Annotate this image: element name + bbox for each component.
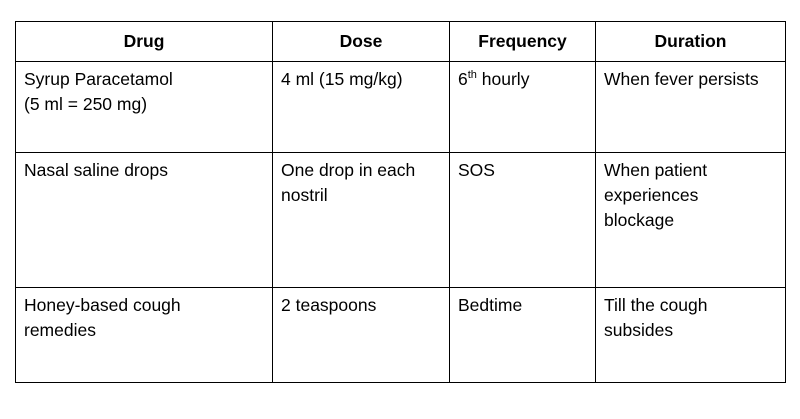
prescription-table (15, 21, 786, 383)
cell-drug (16, 288, 273, 383)
cell-dose (273, 288, 450, 383)
table-row (16, 288, 786, 383)
header-row (16, 22, 786, 62)
frequency-number: SOS (458, 160, 495, 180)
header-frequency: Frequency (450, 22, 596, 62)
cell-dose (273, 62, 450, 153)
cell-text: Syrup Paracetamol (24, 69, 173, 89)
cell-text: experiences (604, 185, 699, 205)
cell-text: 4 ml (15 mg/kg) (281, 69, 403, 89)
cell-text: When fever persists (604, 69, 759, 89)
cell-frequency (450, 62, 596, 153)
frequency-rest: hourly (476, 69, 530, 89)
frequency-number: 6 (458, 69, 468, 89)
cell-text: 2 teaspoons (281, 295, 377, 315)
cell-duration (596, 62, 786, 153)
header-dose: Dose (273, 22, 450, 62)
cell-text: Honey-based cough (24, 295, 181, 315)
cell-duration (596, 153, 786, 288)
cell-drug (16, 62, 273, 153)
frequency-number: Bedtime (458, 295, 523, 315)
cell-frequency (450, 153, 596, 288)
cell-text: Till the cough (604, 295, 708, 315)
table-row (16, 62, 786, 153)
cell-text: When patient (604, 160, 708, 180)
cell-drug (16, 153, 273, 288)
table-row (16, 153, 786, 288)
frequency-ordinal-suffix: th (467, 69, 477, 82)
cell-text: subsides (604, 320, 674, 340)
cell-duration (596, 288, 786, 383)
cell-frequency (450, 288, 596, 383)
cell-text: blockage (604, 210, 675, 230)
header-duration: Duration (596, 22, 786, 62)
header-drug: Drug (16, 22, 273, 62)
cell-text: (5 ml = 250 mg) (24, 94, 148, 114)
cell-text: One drop in each (281, 160, 416, 180)
cell-text: Nasal saline drops (24, 160, 168, 180)
cell-text: remedies (24, 320, 96, 340)
cell-dose (273, 153, 450, 288)
cell-text: nostril (281, 185, 328, 205)
